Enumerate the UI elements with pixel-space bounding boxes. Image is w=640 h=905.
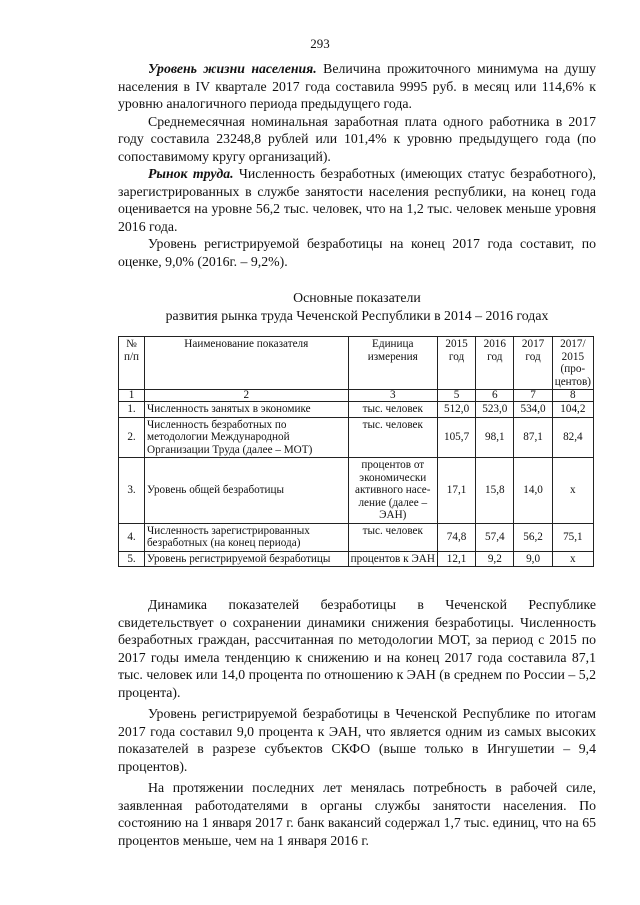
header-2017: 2017 год bbox=[514, 337, 552, 390]
table-title-line-2: развития рынка труда Чеченской Республики в 2014 – 2016 годах bbox=[165, 308, 549, 323]
table-row bbox=[119, 551, 594, 567]
row-num: 3. bbox=[119, 458, 145, 524]
table-index-row bbox=[119, 390, 594, 402]
page-number: 293 bbox=[310, 36, 330, 51]
indicators-table bbox=[118, 336, 594, 567]
paragraph-dynamics: Динамика показателей безработицы в Чеченской Республике свидетельствует о сохранении динамики снижения безработицы. Численность безработных граждан, рассчитанная по методологии МОТ, за период с 2015 по 2017 годы имела тенденцию к снижению и на конец 2017 года составила 87,1 тыс. человек или 14,0 процента по отношению к ЭАН (в среднем по России – 5,2 процента). bbox=[118, 597, 596, 700]
index-cell: 7 bbox=[514, 390, 552, 402]
paragraph-unemployment-rate bbox=[118, 235, 596, 270]
analysis-text bbox=[118, 596, 596, 853]
index-cell: 8 bbox=[552, 390, 593, 402]
header-2016: 2016 год bbox=[476, 337, 514, 390]
index-cell: 3 bbox=[348, 390, 437, 402]
row-2017: 87,1 bbox=[514, 417, 552, 458]
row-2016: 523,0 bbox=[476, 402, 514, 418]
row-name: Численность зарегистрированных безработных (на конец периода) bbox=[145, 523, 349, 551]
paragraph-wages bbox=[118, 113, 596, 166]
paragraph-lead: Уровень жизни населения. bbox=[148, 61, 317, 76]
row-name: Уровень регистрируемой безработицы bbox=[145, 551, 349, 567]
row-2015: 17,1 bbox=[437, 458, 475, 524]
row-2016: 15,8 bbox=[476, 458, 514, 524]
paragraph-body: Величина прожиточного минимума на душу населения в IV квартале 2017 года составила 9995 руб. в месяц или 114,6% к уровню аналогичного периода предыдущего года. bbox=[118, 61, 596, 111]
paragraph-registered-unemployment: Уровень регистрируемой безработицы в Чеченской Республике по итогам 2017 года составил 9,0 процента к ЭАН, что является одним из самых высоких показателей в разрезе субъектов СКФО (выше только в Ингушетии – 9,4 процентов). bbox=[118, 706, 596, 774]
row-unit: тыс. человек bbox=[348, 417, 437, 458]
row-num: 5. bbox=[119, 551, 145, 567]
index-cell: 2 bbox=[145, 390, 349, 402]
row-2016: 9,2 bbox=[476, 551, 514, 567]
row-unit: тыс. человек bbox=[348, 402, 437, 418]
table-row bbox=[119, 523, 594, 551]
row-num: 1. bbox=[119, 402, 145, 418]
paragraph-labor-market bbox=[118, 165, 596, 235]
row-2015: 12,1 bbox=[437, 551, 475, 567]
row-2015: 105,7 bbox=[437, 417, 475, 458]
row-2016: 98,1 bbox=[476, 417, 514, 458]
index-cell: 5 bbox=[437, 390, 475, 402]
paragraph-body: Уровень регистрируемой безработицы на конец 2017 года составит, по оценке, 9,0% (2016г. – 9,2%). bbox=[118, 236, 596, 269]
row-unit: процентов к ЭАН bbox=[348, 551, 437, 567]
row-ratio: х bbox=[552, 458, 593, 524]
row-name: Уровень общей безработицы bbox=[145, 458, 349, 524]
intro-text bbox=[118, 60, 596, 270]
row-ratio: 75,1 bbox=[552, 523, 593, 551]
table-row bbox=[119, 458, 594, 524]
row-ratio: 104,2 bbox=[552, 402, 593, 418]
index-cell: 6 bbox=[476, 390, 514, 402]
row-2015: 74,8 bbox=[437, 523, 475, 551]
paragraph-labor-demand: На протяжении последних лет менялась потребность в рабочей силе, заявленная работодателями в органы службы занятости населения. По состоянию на 1 января 2017 г. банк вакансий содержал 1,7 тыс. единиц, что на 65 процентов меньше, чем на 1 января 2016 г. bbox=[118, 780, 596, 848]
table-row bbox=[119, 417, 594, 458]
row-2017: 534,0 bbox=[514, 402, 552, 418]
row-2016: 57,4 bbox=[476, 523, 514, 551]
row-2017: 9,0 bbox=[514, 551, 552, 567]
row-ratio: 82,4 bbox=[552, 417, 593, 458]
paragraph-lead: Рынок труда. bbox=[148, 166, 234, 181]
row-num: 2. bbox=[119, 417, 145, 458]
header-num: № п/п bbox=[119, 337, 145, 390]
paragraph-body: Среднемесячная номинальная заработная плата одного работника в 2017 году составила 23248,8 рублей или 101,4% к уровню предыдущего года (по сопоставимому кругу организаций). bbox=[118, 113, 596, 164]
header-name: Наименование показателя bbox=[145, 337, 349, 390]
index-cell: 1 bbox=[119, 390, 145, 402]
row-name: Численность занятых в экономике bbox=[145, 402, 349, 418]
row-2017: 56,2 bbox=[514, 523, 552, 551]
header-2015: 2015 год bbox=[437, 337, 475, 390]
row-ratio: х bbox=[552, 551, 593, 567]
header-unit: Единица измерения bbox=[348, 337, 437, 390]
table-row bbox=[119, 402, 594, 418]
row-name: Численность безработных по методологии Международной Организации Труда (далее – МОТ) bbox=[145, 417, 349, 458]
table-title-line-1: Основные показатели bbox=[293, 290, 421, 305]
paragraph-living-standard bbox=[118, 60, 596, 113]
paragraph-body: Численность безработных (имеющих статус безработного), зарегистрированных в службе занятости населения республики, на конец года оценивается на уровне 56,2 тыс. человек, что на 1,2 тыс. человек меньше уровня 2016 года. bbox=[118, 166, 596, 234]
table-title bbox=[118, 289, 596, 325]
table-header-row bbox=[119, 337, 594, 390]
row-num: 4. bbox=[119, 523, 145, 551]
header-ratio: 2017/ 2015 (про-центов) bbox=[552, 337, 593, 390]
row-unit: процентов от экономически активного насе-ление (далее – ЭАН) bbox=[348, 458, 437, 524]
row-2017: 14,0 bbox=[514, 458, 552, 524]
row-unit: тыс. человек bbox=[348, 523, 437, 551]
row-2015: 512,0 bbox=[437, 402, 475, 418]
